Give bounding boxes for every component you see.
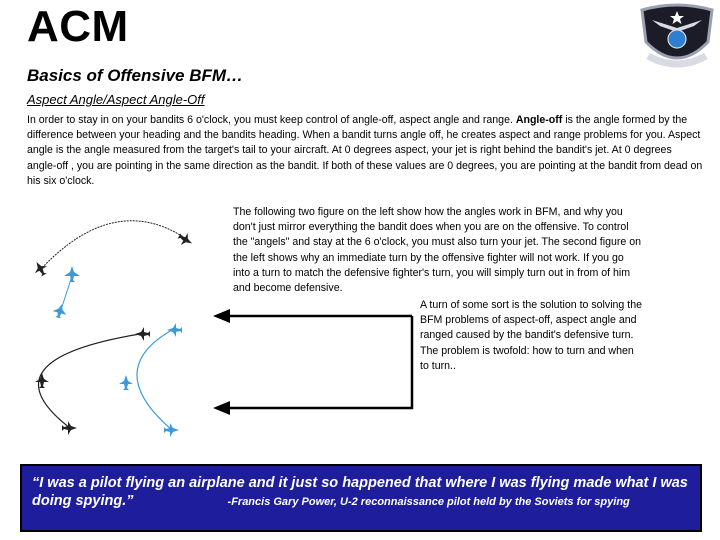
bandit-jet-icon bbox=[35, 373, 49, 388]
section-heading: Aspect Angle/Aspect Angle-Off bbox=[27, 92, 205, 107]
quote-attribution: -Francis Gary Power, U-2 reconnaissance pilot held by the Soviets for spying bbox=[227, 496, 630, 508]
intro-paragraph bbox=[27, 113, 703, 189]
slide-subtitle: Basics of Offensive BFM… bbox=[27, 66, 244, 85]
quote-box bbox=[20, 464, 702, 532]
fighter-jet-icon bbox=[51, 302, 68, 318]
fighter-jet-icon bbox=[64, 266, 80, 282]
angle-off-term: Angle-off bbox=[515, 114, 563, 126]
intro-text-part2: is the angle formed by the difference between your heading and the bandits heading. When a bandit turns angle off, he creates aspect and range problems for you. Aspect angle is the angle measured from the target's tail to your aircraft. At 0 degrees aspect, your jet is right behind the bandit's jet. At 0 degrees angle-off , you are pointing in the same direction as the bandit. If both of these values are 0 degrees, you are pointing at the bandit from dead on his six o'clock. bbox=[27, 114, 703, 187]
fighter-jet-icon bbox=[167, 323, 182, 337]
fighter-jet-icon bbox=[119, 375, 133, 390]
slide-title: ACM bbox=[27, 2, 129, 51]
bandit-jet-icon bbox=[135, 327, 150, 341]
quote-text bbox=[32, 474, 690, 511]
bandit-jet-icon bbox=[176, 230, 196, 250]
intro-text-part1: In order to stay in on your bandits 6 o'clock, you must keep control of angle-off, aspect angle and range. bbox=[27, 114, 516, 126]
fighter-turn-arc bbox=[137, 330, 172, 430]
solution-paragraph: A turn of some sort is the solution to solving the BFM problems of aspect-off, aspect angle and ranged caused by the bandit's defensive turn. The problem is twofold: how to turn and when to turn.. bbox=[420, 299, 642, 372]
quote-line-2: doing spying.” bbox=[32, 493, 134, 509]
figure-explanation-paragraph: The following two figure on the left show how the angles work in BFM, and why you don't just mirror everything the bandit does when you are on the offensive. To control the "angels" and stay at the 6 o'clock, you must also turn your jet. The second figure on the left shows why an immediate turn by the offensive fighter will not work. If you go into a turn to match the defensive fighter's turn, you will simply turn out in from of him and become defensive. bbox=[233, 206, 642, 295]
bfm-figure-1 bbox=[20, 218, 220, 318]
quote-line-1: “I was a pilot flying an airplane and it just so happened that where I was flying made what I was bbox=[32, 475, 688, 491]
emblem-globe-icon bbox=[668, 30, 686, 48]
acm-emblem bbox=[636, 2, 718, 74]
bandit-turn-arc bbox=[40, 221, 188, 270]
bandit-jet-icon bbox=[30, 258, 50, 278]
bfm-figure-2 bbox=[22, 320, 220, 438]
connector-line bbox=[228, 316, 412, 408]
